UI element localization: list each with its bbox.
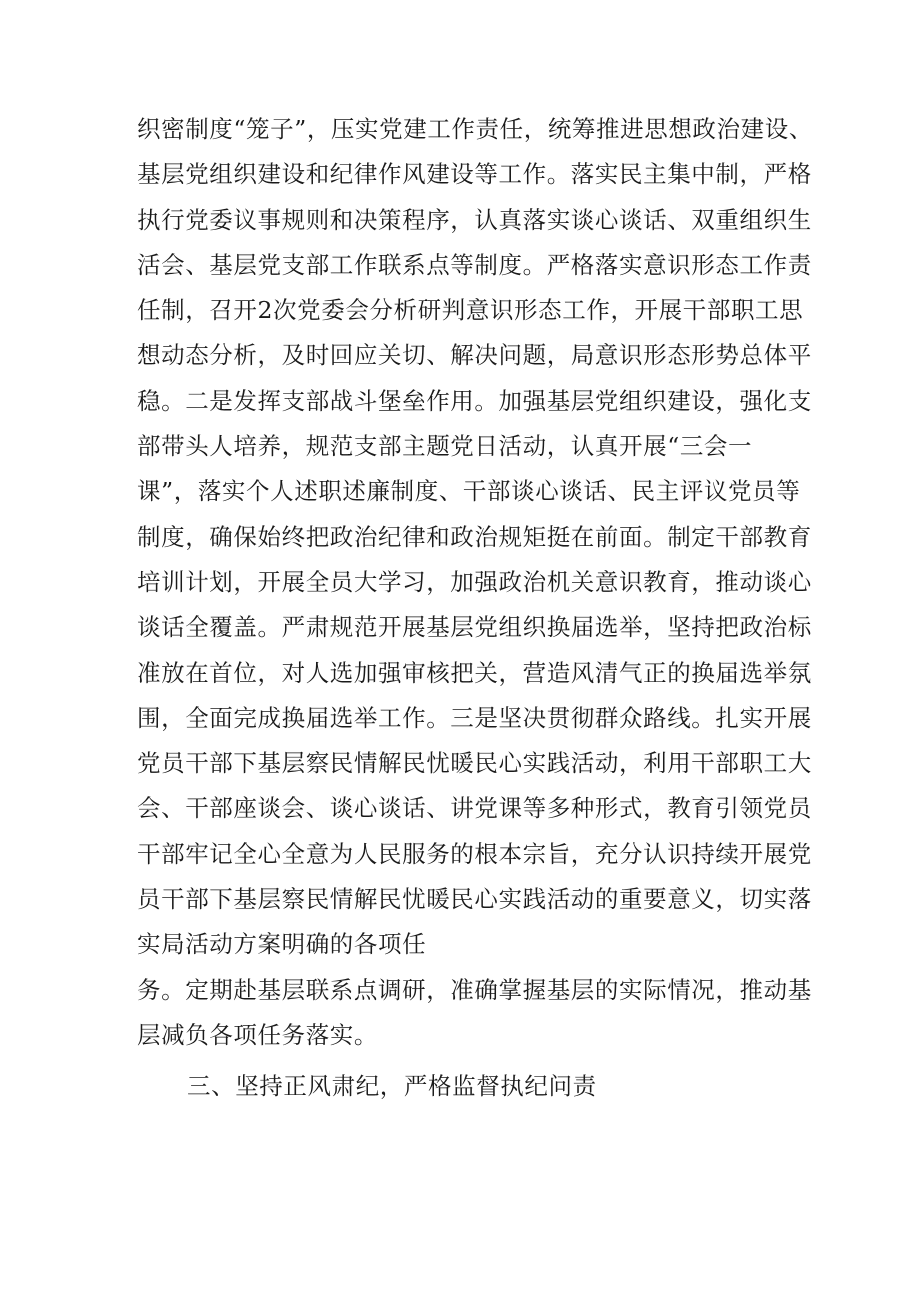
paragraph-line: 织密制度“笼子”，压实党建工作责任，统筹推进思想政治建设、 [137, 115, 813, 143]
paragraph-line: 党员干部下基层察民情解民忧暖民心实践活动，利用干部职工大 [137, 749, 812, 778]
paragraph-line: 谈话全覆盖。严肃规范开展基层党组织换届选举，坚持把政治标 [137, 613, 812, 642]
paragraph-line: 基层党组织建设和纪律作风建设等工作。落实民主集中制，严格 [137, 160, 812, 189]
paragraph-line: 准放在首位，对人选加强审核把关，营造风清气正的换届选举氛 [137, 658, 812, 687]
paragraph-line: 务。定期赴基层联系点调研，准确掌握基层的实际情况，推动基 [137, 975, 812, 1004]
paragraph-line: 会、干部座谈会、谈心谈话、讲党课等多种形式，教育引领党员 [137, 794, 812, 823]
paragraph-line: 部带头人培养，规范支部主题党日活动，认真开展“三会一 [137, 432, 753, 461]
paragraph-line: 层减负各项任务落实。 [137, 1020, 378, 1049]
paragraph-line: 实局活动方案明确的各项任 [137, 930, 427, 959]
paragraph-line: 围，全面完成换届选举工作。三是坚决贯彻群众路线。扎实开展 [137, 703, 812, 732]
paragraph-line: 活会、基层党支部工作联系点等制度。严格落实意识形态工作责 [137, 250, 812, 279]
paragraph-line: 想动态分析，及时回应关切、解决问题，局意识形态形势总体平 [137, 341, 812, 370]
paragraph-line: 课”，落实个人述职述廉制度、干部谈心谈话、民主评议党员等 [137, 477, 801, 506]
paragraph-line: 稳。二是发挥支部战斗堡垒作用。加强基层党组织建设，强化支 [137, 386, 812, 415]
paragraph-line: 员干部下基层察民情解民忧暖民心实践活动的重要意义，切实落 [137, 885, 812, 914]
paragraph-line: 制度，确保始终把政治纪律和政治规矩挺在前面。制定干部教育 [137, 522, 812, 551]
paragraph-line: 任制，召开2次党委会分析研判意识形态工作，开展干部职工思 [137, 296, 804, 325]
body-paragraph [137, 107, 817, 1058]
paragraph-line: 干部牢记全心全意为人民服务的根本宗旨，充分认识持续开展党 [137, 839, 812, 868]
section-heading: 三、坚持正风肃纪，严格监督执纪问责 [187, 1072, 597, 1100]
paragraph-line: 执行党委议事规则和决策程序，认真落实谈心谈话、双重组织生 [137, 205, 812, 234]
paragraph-line: 培训计划，开展全员大学习，加强政治机关意识教育，推动谈心 [137, 567, 812, 596]
